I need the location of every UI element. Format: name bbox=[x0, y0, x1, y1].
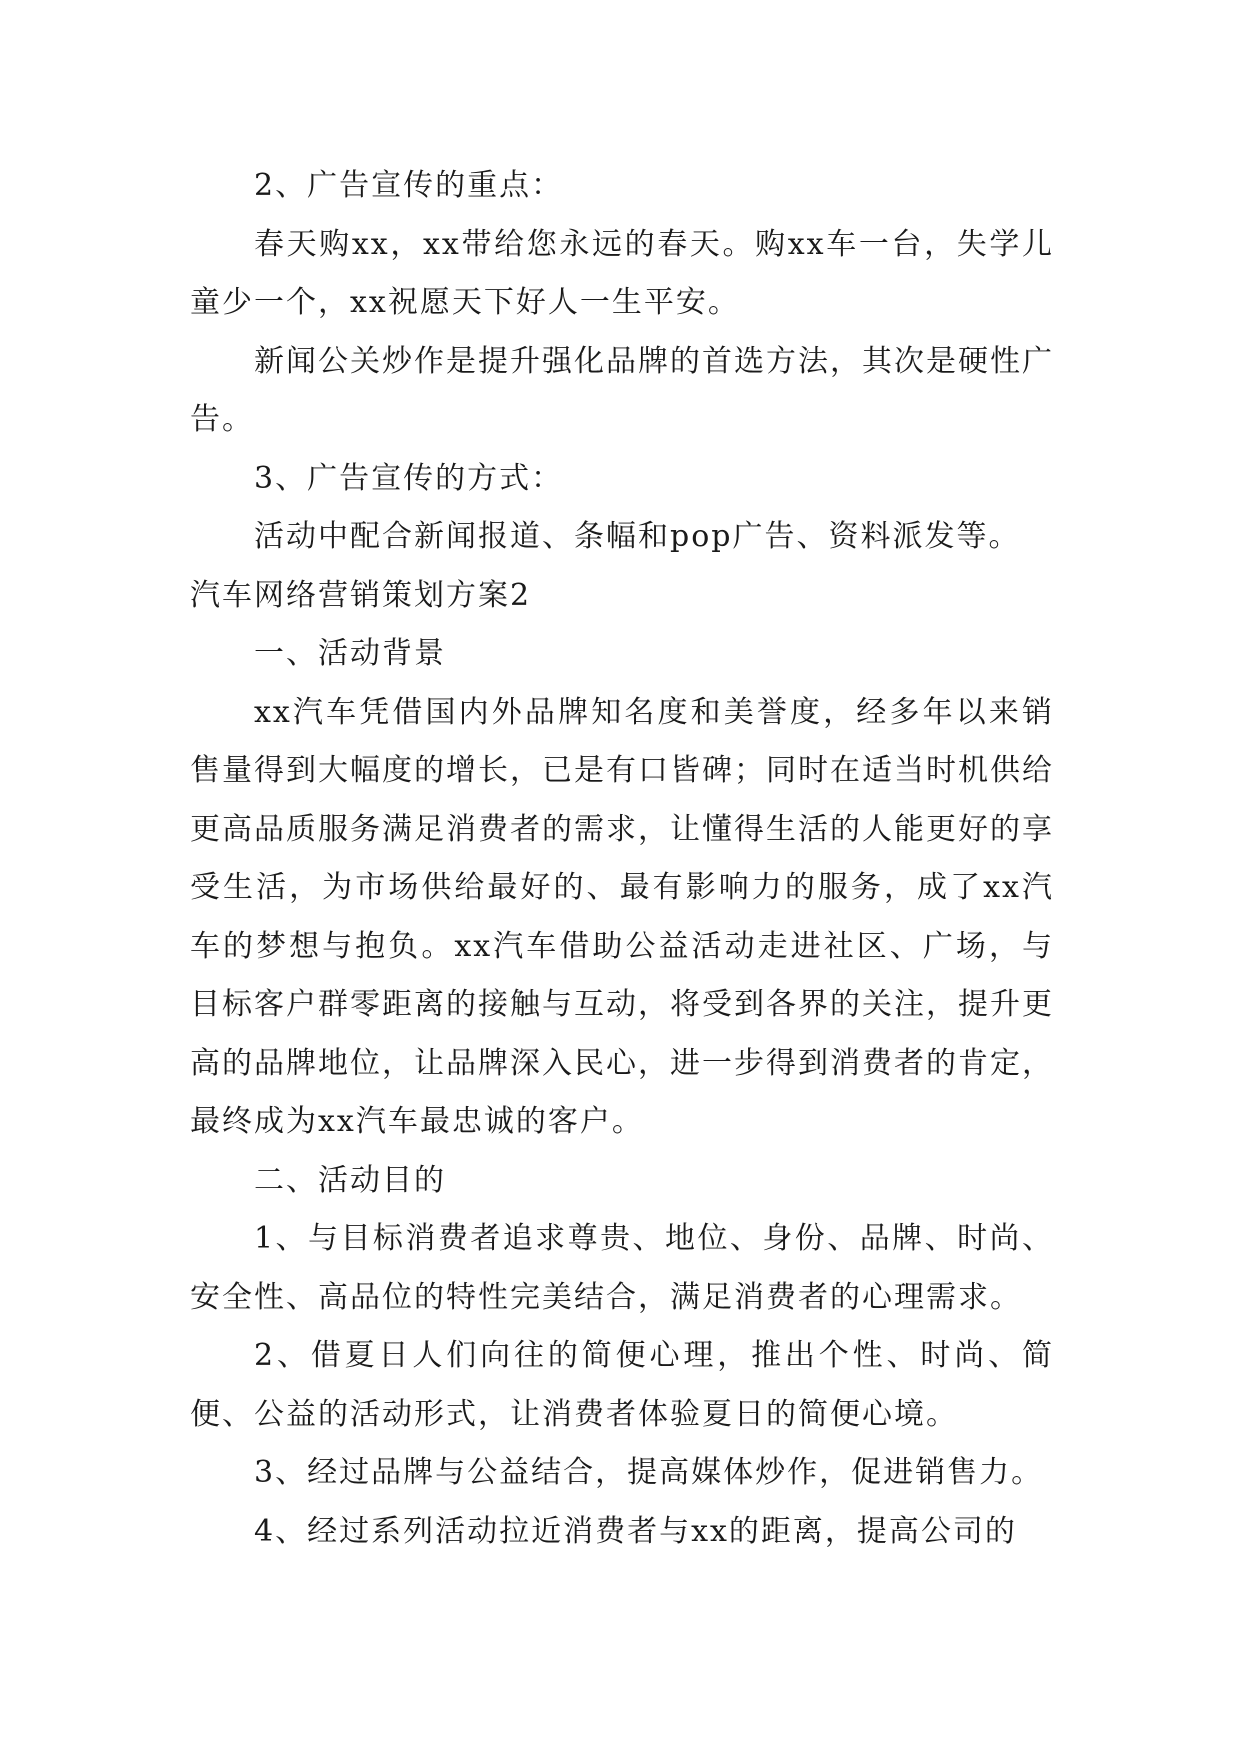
paragraph-pr-method: 新闻公关炒作是提升强化品牌的首选方法，其次是硬性广告。 bbox=[190, 343, 1054, 437]
paragraph-ad-method: 活动中配合新闻报道、条幅和pop广告、资料派发等。 bbox=[254, 519, 1021, 554]
heading-background: 一、活动背景 bbox=[254, 636, 446, 671]
heading-purpose: 二、活动目的 bbox=[254, 1162, 446, 1198]
paragraph-purpose-1: 1、与目标消费者追求尊贵、地位、身份、品牌、时尚、安全性、高品位的特性完美结合，满足消费者的心理需求。 bbox=[190, 1221, 1054, 1315]
paragraph-ad-method-heading: 3、广告宣传的方式： bbox=[254, 460, 564, 496]
paragraph-purpose-4: 4、经过系列活动拉近消费者与xx的距离，提高公司的 bbox=[254, 1513, 1017, 1549]
document-body bbox=[190, 157, 1054, 1561]
paragraph-purpose-3: 3、经过品牌与公益结合，提高媒体炒作，促进销售力。 bbox=[254, 1455, 1044, 1490]
paragraph-ad-slogan: 春天购xx，xx带给您永远的春天。购xx车一台，失学儿童少一个，xx祝愿天下好人一生平安。 bbox=[190, 226, 1054, 320]
paragraph-background: xx汽车凭借国内外品牌知名度和美誉度，经多年以来销售量得到大幅度的增长，已是有口皆碑；同时在适当时机供给更高品质服务满足消费者的需求，让懂得生活的人能更好的享受生活，为市场供给最好的、最有影响力的服务，成了xx汽车的梦想与抱负。xx汽车借助公益活动走进社区、广场，与目标客户群零距离的接触与互动，将受到各界的关注，提升更高的品牌地位，让品牌深入民心，进一步得到消费者的肯定，最终成为xx汽车最忠诚的客户。 bbox=[190, 694, 1054, 1139]
paragraph-ad-focus-heading: 2、广告宣传的重点： bbox=[254, 168, 564, 203]
paragraph-purpose-2: 2、借夏日人们向往的简便心理，推出个性、时尚、简便、公益的活动形式，让消费者体验夏日的简便心境。 bbox=[190, 1338, 1054, 1432]
section-title: 汽车网络营销策划方案2 bbox=[190, 577, 532, 613]
